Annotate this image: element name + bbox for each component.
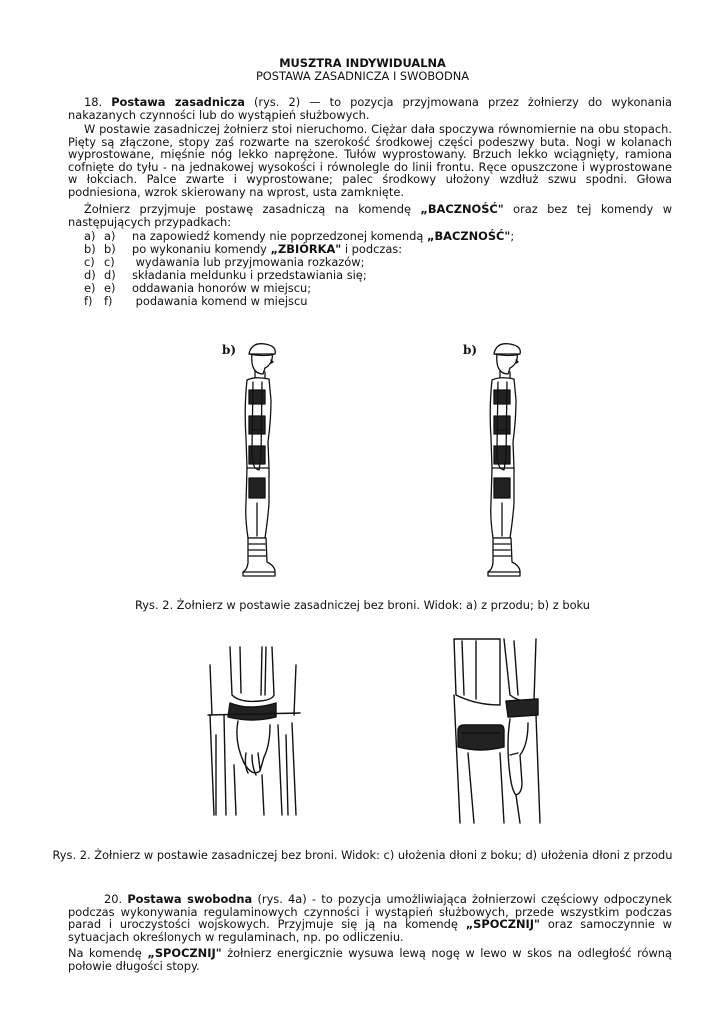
section-18-ref: (rys. 2) — to pozycja przyjmowana przez żołnierzy do wykonania nakazanych czynności lub do wystąpień służbowych. xyxy=(68,95,672,122)
section-18-intro xyxy=(68,96,672,121)
section-20-paragraph xyxy=(68,893,672,943)
list-marker: a) xyxy=(84,229,96,243)
list-marker: e) xyxy=(84,281,96,295)
cases-intro-text: Żołnierz przyjmuje postawę zasadniczą na komendę xyxy=(84,202,421,216)
section-20-text-tail: oraz samoczynnie w sytuacjach określonych w regulaminach, np. po odliczeniu. xyxy=(68,917,672,944)
list-item xyxy=(84,282,311,295)
section-18-number: 18. xyxy=(84,95,103,109)
list-marker: b) xyxy=(84,242,96,256)
cases-intro-tail: oraz bez tej komendy w następujących przypadkach: xyxy=(68,202,673,229)
list-marker: d) xyxy=(104,268,116,282)
list-marker: b) xyxy=(104,242,116,256)
list-item-command: „ZBIÓRKA" xyxy=(270,242,342,256)
list-item-tail: ; xyxy=(510,229,515,243)
list-item-text: po wykonaniu komendy xyxy=(132,242,271,256)
list-item-text: wydawania lub przyjmowania rozkazów; xyxy=(132,255,365,269)
section-20-term: Postawa swobodna xyxy=(127,892,253,906)
hand-front-position-illustration xyxy=(440,635,550,825)
list-item-text: podawania komend w miejscu xyxy=(132,294,308,308)
figure-2-caption: Rys. 2. Żołnierz w postawie zasadniczej bez broni. Widok: c) ułożenia dłoni z boku; d) ułożenia dłoni z przodu xyxy=(52,848,673,862)
list-marker: a) xyxy=(104,229,116,243)
hand-side-position-illustration xyxy=(200,645,310,823)
soldier-side-view-illustration-left xyxy=(235,338,295,580)
figure-label-left: b) xyxy=(222,343,237,357)
command-spocznij: „SPOCZNIJ" xyxy=(465,917,540,932)
figure-1-caption: Rys. 2. Żołnierz w postawie zasadniczej bez broni. Widok: a) z przodu; b) z boku xyxy=(134,598,591,612)
section-18-paragraph: W postawie zasadniczej żołnierz stoi nieruchomo. Ciężar dała spoczywa równomiernie na obu stopach. Pięty są złączone, stopy zaś rozwarte na szerokość środkowej części podeszwy buta. Nogi w kolanach wyprostowane, mięśnie nóg lekko naprężone. Tułów wyprostowany. Brzuch lekko wciągnięty, ramiona cofnięte do tyłu - na jednakowej wysokości i równolegle do linii frontu. Ręce opuszczone i wyprostowane w łokciach. Palce zwarte i wyprostowane; palec środkowy ułożony wzdłuż szwu spodni. Głowa podniesiona, wzrok skierowany na wprost, usta zamknięte. xyxy=(68,122,672,199)
list-item xyxy=(84,295,307,308)
list-item-text: składania meldunku i przedstawiania się; xyxy=(132,268,367,282)
document-subtitle: POSTAWA ZASADNICZA I SWOBODNA xyxy=(255,69,470,83)
section-18-cases-intro xyxy=(68,203,672,228)
command-paragraph-text: żołnierz energicznie wysuwa lewą nogę w lewo w skos na odległość równą połowie długości stopy. xyxy=(68,946,672,973)
list-item-tail: i podczas: xyxy=(341,242,403,256)
section-20-number: 20. xyxy=(104,892,123,906)
list-marker: d) xyxy=(84,268,96,282)
soldier-side-view-illustration-right xyxy=(480,338,540,580)
list-item-command: „BACZNOŚĆ" xyxy=(427,229,511,243)
command-spocznij-2: „SPOCZNIJ" xyxy=(147,946,222,960)
section-18-term: Postawa zasadnicza xyxy=(111,95,245,109)
list-item xyxy=(84,230,514,243)
section-20-text: (rys. 4a) - to pozycja umożliwiająca żołnierzowi częściowy odpoczynek podczas wykonywania regulaminowych czynności i wystąpień służbowych, przede wszystkim podczas parad i uroczystości wojskowych. Przyjmuje się ją na komendę xyxy=(68,892,672,932)
list-marker: f) xyxy=(104,294,113,308)
list-item xyxy=(84,243,402,256)
list-item-text: oddawania honorów w miejscu; xyxy=(132,281,312,295)
figure-label-right: b) xyxy=(463,343,478,357)
list-item xyxy=(84,269,367,282)
list-marker: f) xyxy=(84,294,93,308)
list-marker: e) xyxy=(104,281,116,295)
list-item-text: na zapowiedź komendy nie poprzedzonej komendą xyxy=(132,229,427,243)
command-bacznosc: „BACZNOŚĆ" xyxy=(420,202,504,216)
command-paragraph-lead: Na komendę xyxy=(68,946,148,960)
list-marker: c) xyxy=(84,255,95,269)
document-title: MUSZTRA INDYWIDUALNA xyxy=(279,56,446,70)
list-marker: c) xyxy=(104,255,115,269)
section-20-command-paragraph xyxy=(68,947,672,972)
list-item xyxy=(84,256,364,269)
